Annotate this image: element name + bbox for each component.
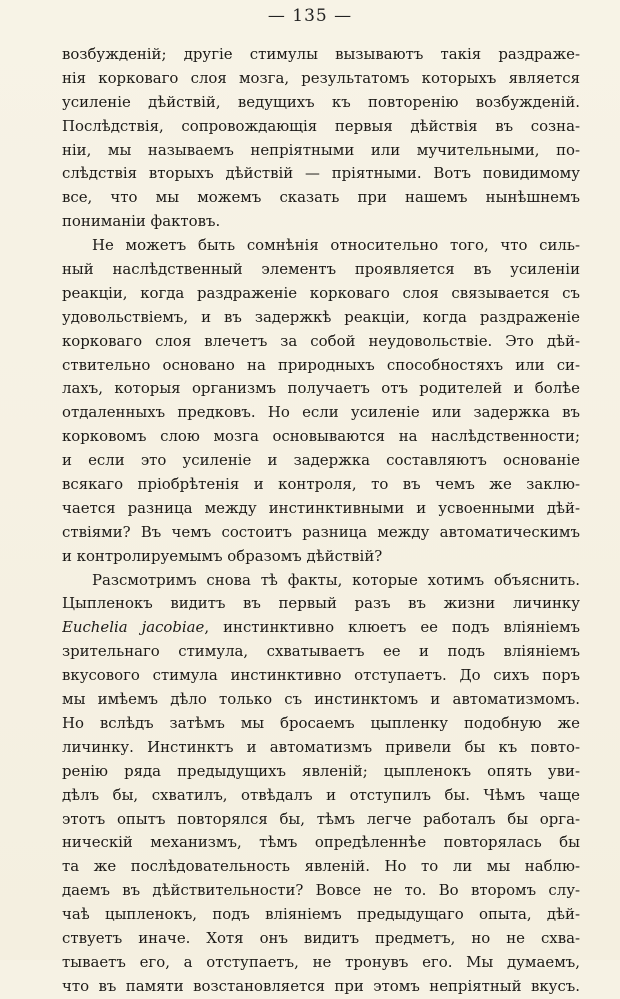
page-number: — 135 —: [267, 6, 353, 26]
text-line-with-species-name: [62, 616, 580, 640]
text-line: ствіями? Въ чемъ состоитъ разница между автоматическимъ: [62, 522, 580, 541]
text-line: Цыпленокъ видитъ въ первый разъ въ жизни личинку: [62, 594, 580, 613]
text-line: чается разница между инстинктивными и усвоенными дѣй-: [62, 498, 580, 517]
text-line: отдаленныхъ предковъ. Но если усиленіе или задержка въ: [62, 403, 580, 422]
species-name: Euchelia jacobiae: [62, 618, 205, 637]
text-line: ствуетъ иначе. Хотя онъ видитъ предметъ, но не схва-: [62, 928, 580, 947]
species-line-rest: , инстинктивно клюетъ ее подъ вліяніемъ: [204, 618, 580, 637]
text-line: корковомъ слою мозга основываются на наслѣдственности;: [62, 427, 580, 446]
text-line: лахъ, которыя организмъ получаетъ отъ родителей и болѣе: [62, 379, 580, 398]
text-line: ный наслѣдственный элементъ проявляется въ усиленіи: [62, 260, 580, 279]
text-line: что въ памяти возстановляется при этомъ непріятный вкусъ.: [62, 976, 580, 995]
text-line: вкусового стимула инстинктивно отступаетъ. До сихъ поръ: [62, 666, 580, 685]
text-line: нія корковаго слоя мозга, результатомъ которыхъ является: [62, 68, 580, 87]
text-line: даемъ въ дѣйствительности? Вовсе не то. Во второмъ слу-: [62, 881, 580, 900]
text-line: возбужденій; другіе стимулы вызываютъ такія раздраже-: [62, 45, 580, 63]
text-line: корковаго слоя влечетъ за собой неудовольствіе. Это дѣй-: [62, 331, 580, 350]
text-line: и если это усиленіе и задержка составляютъ основаніе: [62, 451, 580, 470]
paragraph-end-line: и контролируемымъ образомъ дѣйствій?: [62, 546, 383, 565]
text-line: усиленіе дѣйствій, ведущихъ къ повторенію возбужденій.: [62, 92, 580, 111]
paragraph-start-line: Разсмотримъ снова тѣ факты, которые хотимъ объяснить.: [92, 570, 580, 589]
text-line: личинку. Инстинктъ и автоматизмъ привели бы къ повто-: [62, 737, 580, 756]
text-line: Но вслѣдъ затѣмъ мы бросаемъ цыпленку подобную же: [62, 713, 580, 732]
text-line: ренію ряда предыдущихъ явленій; цыпленокъ опять уви-: [62, 761, 580, 780]
text-line: зрительнаго стимула, схватываетъ ее и подъ вліяніемъ: [62, 642, 580, 661]
text-line: слѣдствія вторыхъ дѣйствій — пріятными. Вотъ повидимому: [62, 164, 580, 183]
text-line: мы имѣемъ дѣло только съ инстинктомъ и автоматизмомъ.: [62, 690, 580, 709]
text-line: чаѣ цыпленокъ, подъ вліяніемъ предыдущаго опыта, дѣй-: [62, 905, 580, 924]
text-line: все, что мы можемъ сказать при нашемъ нынѣшнемъ: [62, 188, 580, 207]
text-line: та же послѣдовательность явленій. Но то ли мы наблю-: [62, 857, 580, 876]
paragraph-end-line: пониманіи фактовъ.: [62, 212, 221, 231]
text-line: Послѣдствія, сопровождающія первыя дѣйствія въ созна-: [62, 116, 580, 135]
text-line: дѣлъ бы, схватилъ, отвѣдалъ и отступилъ бы. Чѣмъ чаще: [62, 785, 580, 804]
text-line: ніи, мы называемъ непріятными или мучительными, по-: [62, 140, 580, 159]
text-line: ствительно основано на природныхъ способностяхъ или си-: [62, 355, 580, 374]
text-line: этотъ опытъ повторялся бы, тѣмъ легче работалъ бы орга-: [62, 809, 580, 828]
text-line: ническій механизмъ, тѣмъ опредѣленнѣе повторялась бы: [62, 833, 580, 852]
text-line: тываетъ его, а отступаетъ, не тронувъ его. Мы думаемъ,: [62, 952, 580, 971]
text-line: реакціи, когда раздраженіе корковаго слоя связывается съ: [62, 283, 580, 302]
body-text: [62, 43, 580, 999]
paragraph-start-line: Не можетъ быть сомнѣнія относительно того, что силь-: [92, 236, 580, 255]
text-line: всякаго пріобрѣтенія и контроля, то въ чемъ же заклю-: [62, 475, 580, 494]
text-line: удовольствіемъ, и въ задержкѣ реакціи, когда раздраженіе: [62, 307, 580, 326]
